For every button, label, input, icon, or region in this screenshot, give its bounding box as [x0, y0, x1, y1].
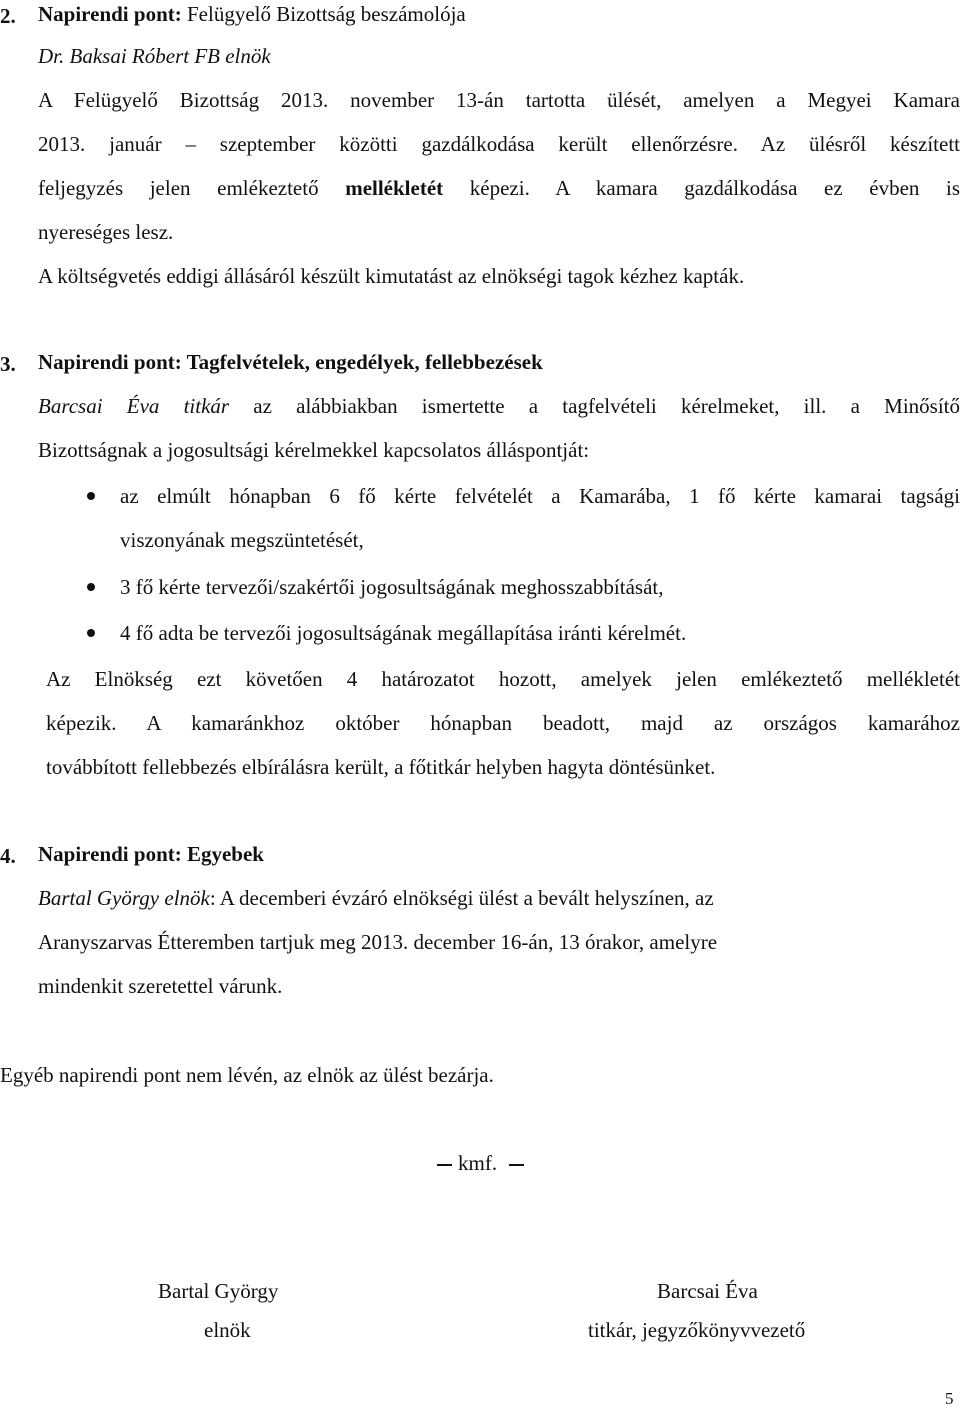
- bullet-icon: [87, 583, 95, 591]
- section-3-line-1-rest: az alábbiakban ismertette a tagfelvételi kérelmeket, ill. a Minősítő: [253, 394, 960, 418]
- kmf-dash-right: [509, 1164, 524, 1166]
- kmf-label: kmf.: [458, 1151, 498, 1175]
- section-2-line-3-a: feljegyzés jelen emlékeztető: [38, 176, 319, 200]
- section-3-para-line-1: Az Elnökség ezt követően 4 határozatot hozott, amelyek jelen emlékeztető mellékletét: [46, 667, 960, 691]
- section-3-line-2: Bizottságnak a jogosultsági kérelmekkel kapcsolatos álláspontját:: [38, 438, 590, 462]
- section-4-line-1-rest: : A decemberi évzáró elnökségi ülést a bevált helyszínen, az: [209, 886, 714, 910]
- page-number: 5: [945, 1389, 954, 1408]
- section-2-heading: [38, 4, 466, 25]
- section-2-line-5: A költségvetés eddigi állásáról készült kimutatást az elnökségi tagok kézhez kapták.: [38, 264, 745, 288]
- section-3-speaker: Barcsai Éva titkár: [38, 394, 230, 418]
- section-2-heading-label: Napirendi pont:: [38, 2, 182, 26]
- kmf-dash-left: [437, 1164, 452, 1166]
- bullet-item-3: 4 fő adta be tervezői jogosultságának megállapítása iránti kérelmét.: [120, 621, 687, 645]
- section-4-line-3: mindenkit szeretettel várunk.: [38, 974, 283, 998]
- section-3-heading: Napirendi pont: Tagfelvételek, engedélyek, fellebbezések: [38, 350, 543, 374]
- section-2-line-4: nyereséges lesz.: [38, 220, 174, 244]
- bullet-item-1-line-1: az elmúlt hónapban 6 fő kérte felvételét a Kamarába, 1 fő kérte kamarai tagsági: [120, 484, 960, 508]
- bullet-icon: [87, 629, 95, 637]
- section-2-line-3: [38, 178, 960, 199]
- section-3-line-1: [38, 396, 960, 417]
- section-4-heading: Napirendi pont: Egyebek: [38, 842, 264, 866]
- bullet-item-2: 3 fő kérte tervezői/szakértői jogosultságának meghosszabbítását,: [120, 575, 664, 599]
- section-2-line-3-bold: mellékletét: [345, 176, 444, 200]
- signature-left-role: elnök: [204, 1318, 251, 1342]
- section-2-number: 2.: [0, 4, 16, 28]
- section-4-speaker: Bartal György elnök: [38, 886, 210, 910]
- signature-right-role: titkár, jegyzőkönyvvezető: [588, 1318, 806, 1342]
- section-2-line-3-c: képezi. A kamara gazdálkodása ez évben is: [469, 176, 960, 200]
- section-2-heading-title: Felügyelő Bizottság beszámolója: [186, 2, 466, 26]
- section-3-para-line-3: továbbított fellebbezés elbírálásra került, a főtitkár helyben hagyta döntésünket.: [46, 755, 716, 779]
- signature-left-name: Bartal György: [158, 1279, 279, 1303]
- signature-right-name: Barcsai Éva: [657, 1279, 758, 1303]
- section-4-line-1: [38, 888, 714, 909]
- section-2-speaker: Dr. Baksai Róbert FB elnök: [38, 44, 271, 68]
- section-4-number: 4.: [0, 844, 16, 868]
- section-4-line-2: Aranyszarvas Étteremben tartjuk meg 2013. december 16-án, 13 órakor, amelyre: [38, 930, 718, 954]
- section-2-line-2: 2013. január – szeptember közötti gazdálkodása került ellenőrzésre. Az ülésről készített: [38, 132, 960, 156]
- section-3-number: 3.: [0, 352, 16, 376]
- section-2-line-1: A Felügyelő Bizottság 2013. november 13-án tartotta ülését, amelyen a Megyei Kamara: [38, 88, 960, 112]
- bullet-icon: [87, 492, 95, 500]
- bullet-item-1-line-2: viszonyának megszüntetését,: [120, 528, 364, 552]
- section-3-para-line-2: képezik. A kamaránkhoz október hónapban beadott, majd az országos kamarához: [46, 711, 960, 735]
- closing-sentence: Egyéb napirendi pont nem lévén, az elnök az ülést bezárja.: [0, 1063, 494, 1087]
